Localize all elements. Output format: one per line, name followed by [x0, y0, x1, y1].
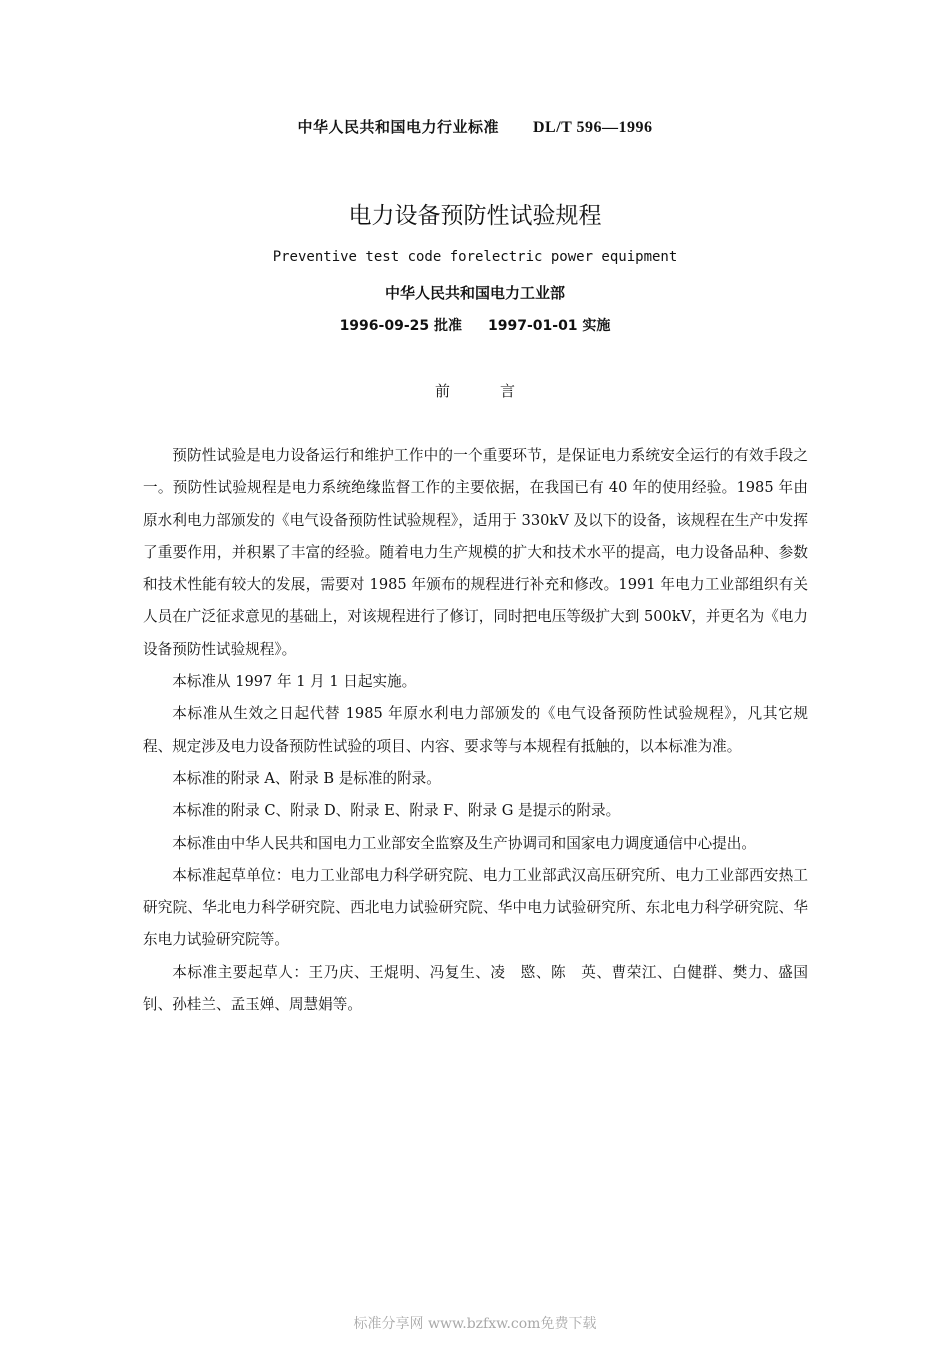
paragraph: 本标准主要起草人：王乃庆、王焜明、冯复生、凌 愍、陈 英、曹荣江、白健群、樊力、盛国钊、孙桂兰、孟玉婵、周慧娟等。 — [143, 963, 808, 1014]
approval-dates — [0, 315, 950, 335]
foreword-heading — [0, 380, 950, 401]
document-title-en: Preventive test code forelectric power equipment — [272, 249, 678, 265]
effective-date: 1997-01-01 实施 — [488, 318, 611, 334]
paragraph: 本标准由中华人民共和国电力工业部安全监察及生产协调司和国家电力调度通信中心提出。 — [172, 834, 756, 852]
paragraph: 本标准的附录 C、附录 D、附录 E、附录 F、附录 G 是提示的附录。 — [172, 802, 621, 820]
paragraph: 预防性试验是电力设备运行和维护工作中的一个重要环节，是保证电力系统安全运行的有效手段之一。预防性试验规程是电力系统绝缘监督工作的主要依据，在我国已有 40 年的使用经验。1985 年由原水利电力部颁发的《电气设备预防性试验规程》，适用于 330kV 及以下的设备，该规程在生产中发挥了重要作用，并积累了丰富的经验。随着电力生产规模的扩大和技术水平的提高，电力设备品种、参数和技术性能有较大的发展，需要对 1985 年颁布的规程进行补充和修改。1991 年电力工业部组织有关人员在广泛征求意见的基础上，对该规程进行了修订，同时把电压等级扩大到 500kV，并更名为《电力设备预防性试验规程》。 — [143, 447, 808, 658]
document-title: 电力设备预防性试验规程 — [348, 203, 602, 229]
standard-org: 中华人民共和国电力行业标准 — [297, 118, 499, 136]
foreword-heading-right: 言 — [500, 382, 516, 400]
paragraph: 本标准起草单位：电力工业部电力科学研究院、电力工业部武汉高压研究所、电力工业部西安热工研究院、华北电力科学研究院、西北电力试验研究院、华中电力试验研究所、东北电力科学研究院、华东电力试验研究院等。 — [143, 866, 808, 949]
approved-date: 1996-09-25 批准 — [339, 318, 462, 334]
paragraph: 本标准从生效之日起代替 1985 年原水利电力部颁发的《电气设备预防性试验规程》，凡其它规程、规定涉及电力设备预防性试验的项目、内容、要求等与本规程有抵触的，以本标准为准。 — [143, 705, 808, 755]
standard-header — [0, 116, 950, 137]
issuer: 中华人民共和国电力工业部 — [384, 284, 565, 302]
foreword-body — [143, 440, 808, 1021]
paragraph: 本标准从 1997 年 1 月 1 日起实施。 — [172, 673, 417, 691]
paragraph: 本标准的附录 A、附录 B 是标准的附录。 — [172, 769, 441, 787]
standard-code: DL/T 596—1996 — [532, 119, 653, 136]
foreword-heading-left: 前 — [434, 382, 450, 400]
footer-watermark: 标准分享网 www.bzfxw.com免费下载 — [353, 1316, 597, 1332]
